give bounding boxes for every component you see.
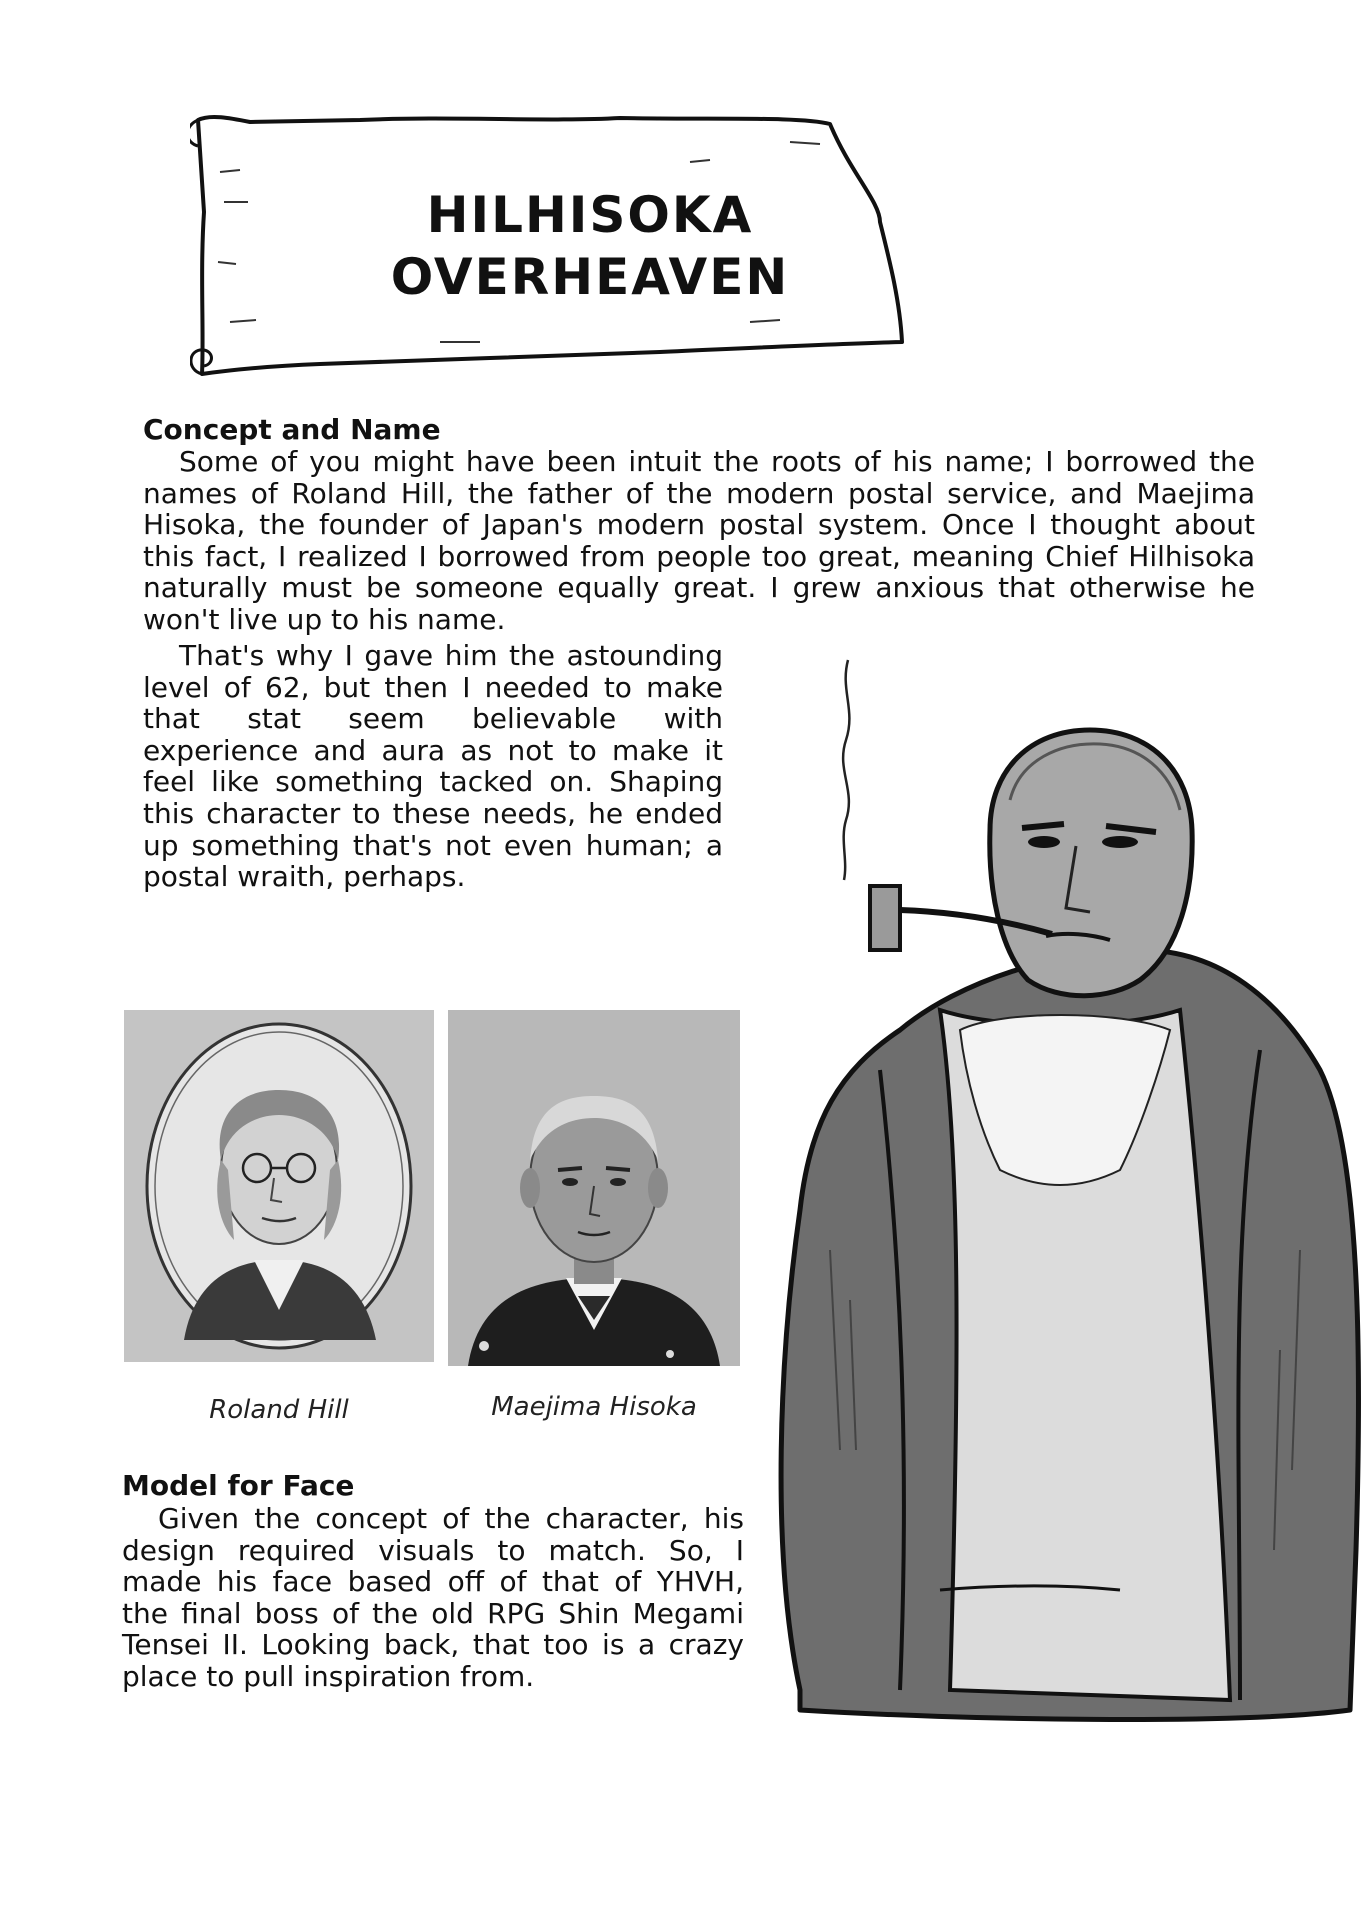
roland-hill-caption: Roland Hill (209, 1395, 349, 1425)
hilhisoka-illustration (760, 650, 1362, 1780)
character-drawing (760, 650, 1362, 1780)
concept-paragraph-1: Some of you might have been intuit the roots of his name; I borrowed the names of Roland Hill, the father of the modern postal service, and Maejima Hisoka, the founder of Japan's modern postal system. Once I thought about this fact, I realized I borrowed from people too great, meaning Chief Hilhisoka naturally must be someone equally great. I grew anxious that otherwise he won't live up to his name. (143, 445, 1255, 636)
concept-heading: Concept and Name (143, 413, 441, 446)
maejima-hisoka-portrait (448, 1010, 740, 1366)
model-paragraph: Given the concept of the character, his design required visuals to match. So, I made his face based off of that of YHVH, the final boss of the old RPG Shin Megami Tensei II. Looking back, that too is a crazy place to pull inspiration from. (122, 1502, 744, 1693)
maejima-hisoka-caption: Maejima Hisoka (491, 1392, 697, 1422)
concept-paragraph-2: That's why I gave him the astounding level of 62, but then I needed to make that stat seem believable with experience and aura as not to make it feel like something tacked on. Shaping this character to these needs, he ended up something that's not even human; a postal wraith, perhaps. (143, 639, 723, 894)
maejima-hisoka-photo (448, 1010, 740, 1366)
roland-hill-portrait (124, 1010, 434, 1362)
page-title (310, 184, 870, 308)
title-line-2: OVERHEAVEN (390, 248, 790, 306)
title-line-1: HILHISOKA (426, 186, 754, 244)
model-heading: Model for Face (122, 1469, 355, 1502)
title-scroll-banner (190, 112, 910, 382)
roland-hill-engraving (124, 1010, 434, 1362)
